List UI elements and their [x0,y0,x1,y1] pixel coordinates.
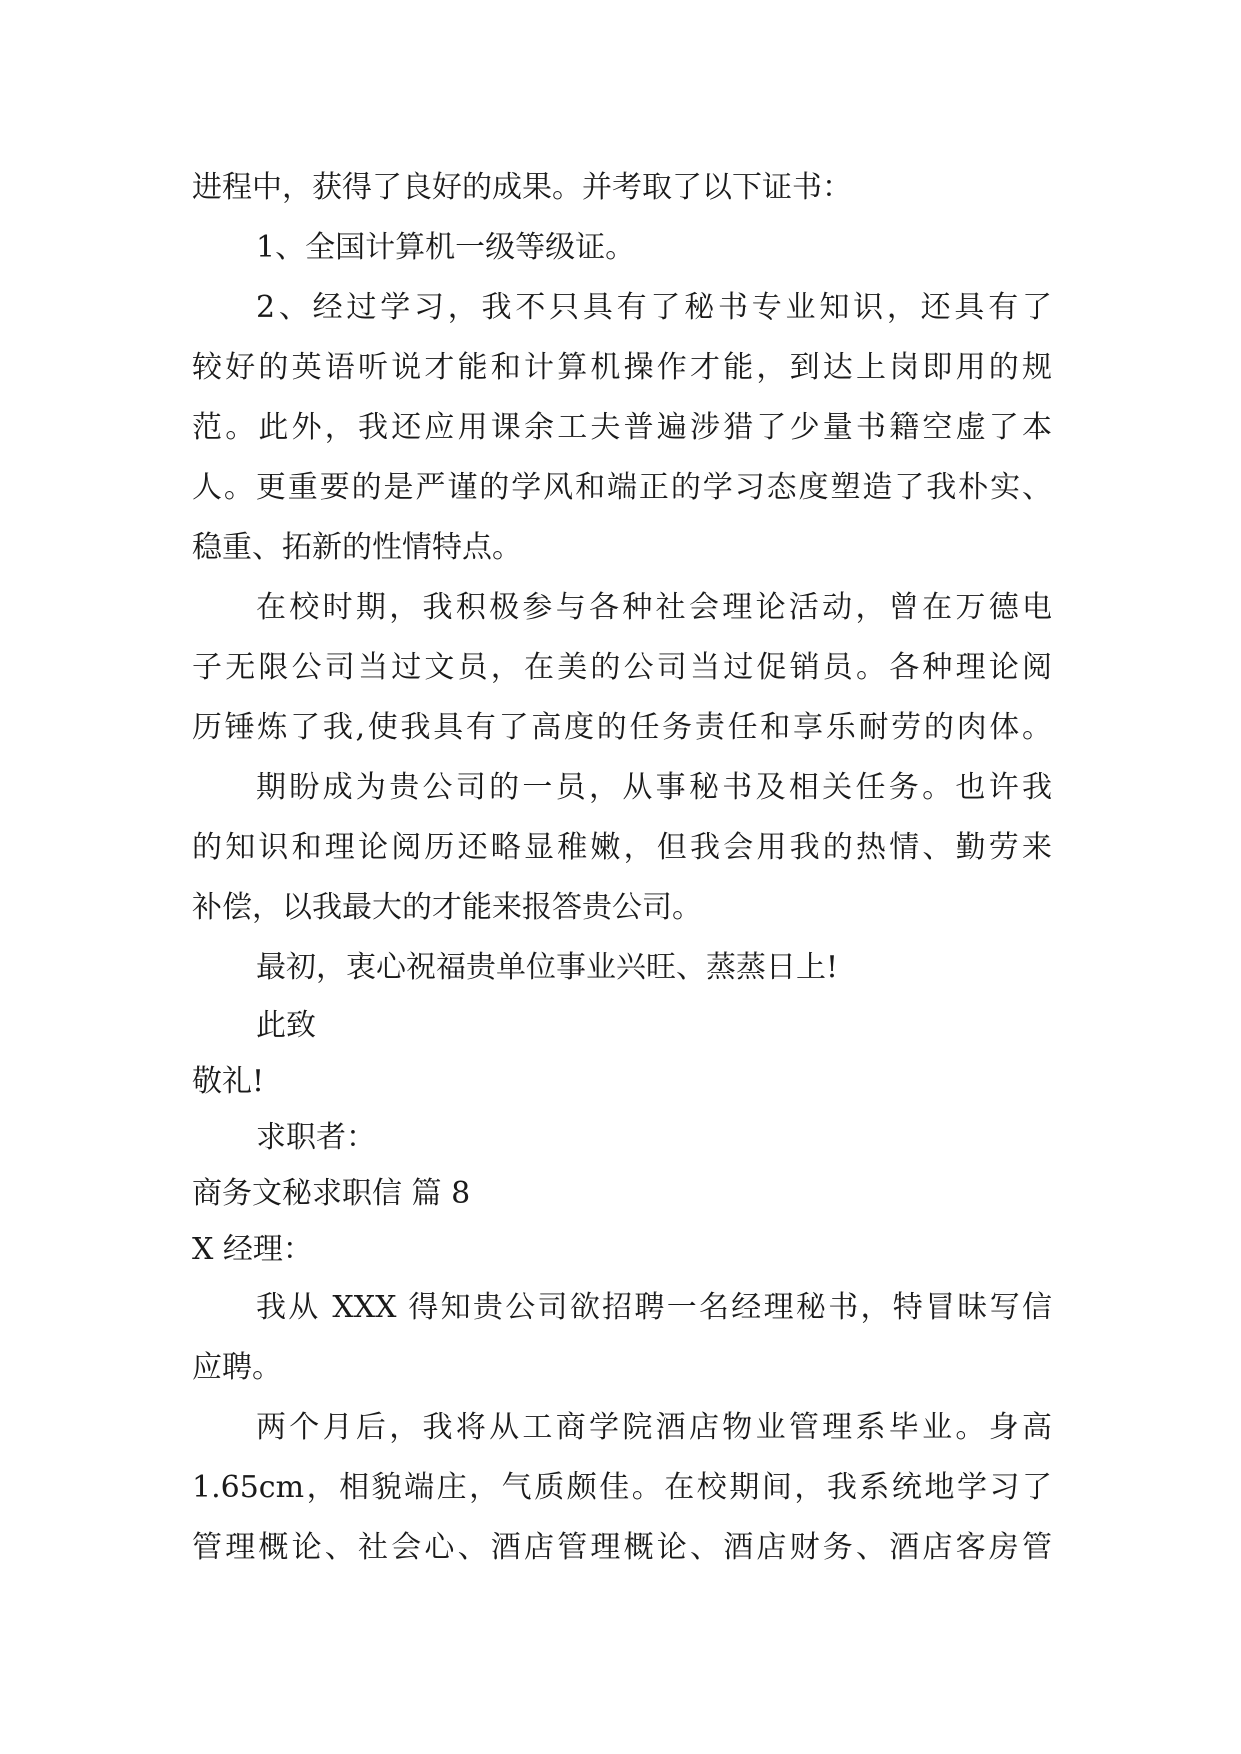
document-body [192,158,1052,1578]
text-line: 进程中，获得了良好的成果。并考取了以下证书： [192,170,852,205]
text-line: 人。更重要的是严谨的学风和端正的学习态度塑造了我朴实、 [192,470,1052,505]
signature-label: 求职者： [256,1120,376,1155]
text-line: 范。此外，我还应用课余工夫普遍涉猎了少量书籍空虚了本 [192,410,1052,445]
text-line: 2、经过学习，我不只具有了秘书专业知识，还具有了 [256,290,1052,325]
closing-salutation: 敬礼! [192,1064,265,1099]
text-line: 稳重、拓新的性情特点。 [192,530,522,565]
recipient-line: X 经理： [192,1232,313,1267]
text-line: 期盼成为贵公司的一员，从事秘书及相关任务。也许我 [256,770,1052,805]
text-line: 1.65cm，相貌端庄，气质颇佳。在校期间，我系统地学习了 [192,1470,1052,1505]
text-line: 我从 XXX 得知贵公司欲招聘一名经理秘书，特冒昧写信 [256,1290,1052,1325]
text-line: 补偿，以我最大的才能来报答贵公司。 [192,890,702,925]
text-line: 在校时期，我积极参与各种社会理论活动，曾在万德电 [256,590,1052,625]
text-line: 较好的英语听说才能和计算机操作才能，到达上岗即用的规 [192,350,1052,385]
text-line: 子无限公司当过文员，在美的公司当过促销员。各种理论阅 [192,650,1052,685]
section-heading: 商务文秘求职信 篇 8 [192,1176,471,1211]
text-line: 的知识和理论阅历还略显稚嫩，但我会用我的热情、勤劳来 [192,830,1052,865]
text-line: 此致 [256,1008,316,1043]
text-line: 管理概论、社会心、酒店管理概论、酒店财务、酒店客房管 [192,1530,1052,1565]
text-line: 两个月后，我将从工商学院酒店物业管理系毕业。身高 [256,1410,1052,1445]
text-line: 应聘。 [192,1350,282,1385]
text-line: 最初，衷心祝福贵单位事业兴旺、蒸蒸日上! [256,950,839,985]
text-line: 1、全国计算机一级等级证。 [256,230,636,265]
text-line: 历锤炼了我,使我具有了高度的任务责任和享乐耐劳的肉体。 [192,710,1052,745]
